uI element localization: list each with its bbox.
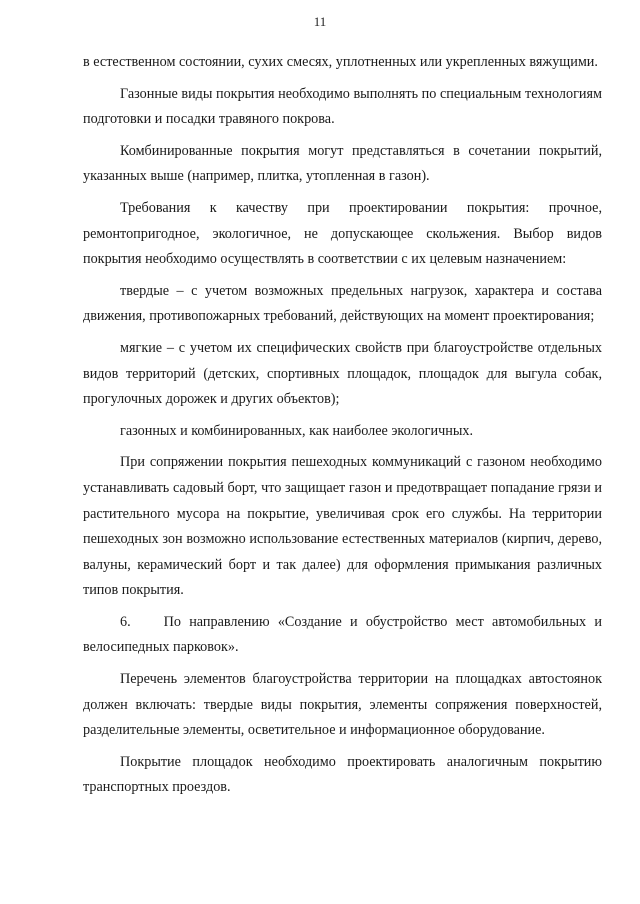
- paragraph-3: Комбинированные покрытия могут представляться в сочетании покрытий, указанных выше (например, плитка, утопленная в газон).: [83, 142, 602, 185]
- paragraph-11: Покрытие площадок необходимо проектировать аналогичным покрытию транспортных проездов.: [83, 753, 602, 796]
- paragraph-10: Перечень элементов благоустройства территории на площадках автостоянок должен включать: твердые виды покрытия, элементы сопряжения поверхностей, разделительные элементы, осветительное и информационное оборудование.: [83, 671, 602, 739]
- body-text: [83, 50, 602, 801]
- paragraph-6: мягкие – с учетом их специфических свойств при благоустройстве отдельных видов территорий (детских, спортивных площадок, площадок для выгула собак, прогулочных дорожек и других объектов);: [83, 339, 602, 408]
- page-number: 11: [313, 14, 327, 29]
- paragraph-1: в естественном состоянии, сухих смесях, уплотненных или укрепленных вяжущими.: [83, 54, 598, 70]
- paragraph-7: газонных и комбинированных, как наиболее экологичных.: [120, 422, 473, 439]
- paragraph-2: Газонные виды покрытия необходимо выполнять по специальным технологиям подготовки и посадки травяного покрова.: [83, 85, 602, 128]
- paragraph-9-section-heading: 6. По направлению «Создание и обустройство мест автомобильных и велосипедных парковок».: [83, 613, 602, 656]
- paragraph-8: При сопряжении покрытия пешеходных коммуникаций с газоном необходимо устанавливать садовый борт, что защищает газон и предотвращает попадание грязи и растительного мусора на покрытие, увеличивая срок его службы. На территории пешеходных зон возможно использование естественных материалов (кирпич, дерево, валуны, керамический борт и так далее) для оформления примыкания различных типов покрытия.: [83, 454, 602, 599]
- paragraph-5: твердые – с учетом возможных предельных нагрузок, характера и состава движения, противопожарных требований, действующих на момент проектирования;: [83, 282, 602, 325]
- paragraph-4: Требования к качеству при проектировании покрытия: прочное, ремонтопригодное, экологичное, не допускающее скольжения. Выбор видов покрытия необходимо осуществлять в соответствии с их целевым назначением:: [83, 199, 602, 268]
